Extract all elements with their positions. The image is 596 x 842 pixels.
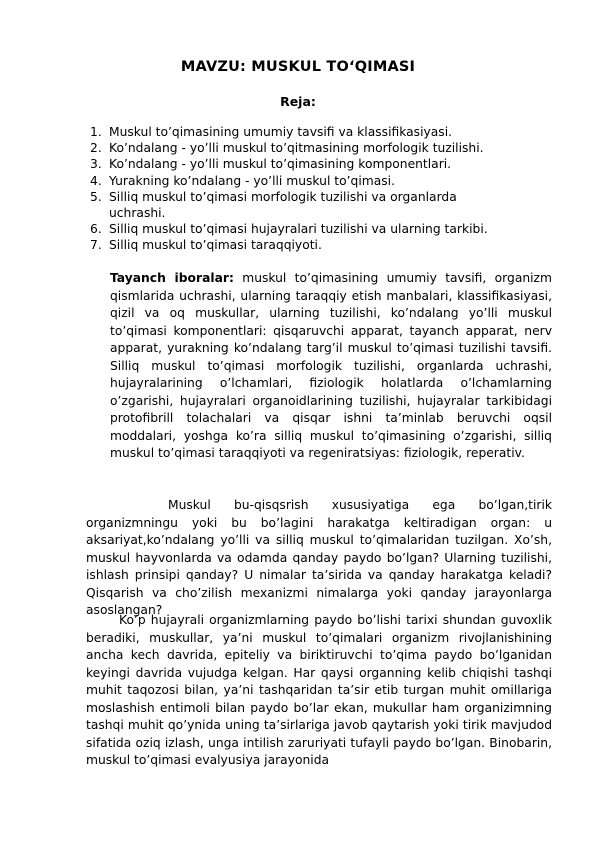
plan-item (90, 156, 500, 172)
plan-item (90, 173, 500, 189)
plan-item (90, 221, 500, 237)
plan-item-number: 1. (90, 125, 102, 139)
plan-heading: Reja: (280, 94, 316, 109)
keywords-text: muskul to’qimasining umumiy tavsifi, organizm qismlarida uchrashi, ularning taraqqiy etish manbalari, klassifikasiyasi, qizil va oq muskullar, ularning tuzilishi, ko’ndalang yo’lli muskul to’qimasi komponentlari: qisqaruvchi apparat, tayanch apparat, nerv apparat, yurakning ko’ndalang targ’il muskul to’qimasi tuzilishi tavsifi. Silliq muskul to’qimasi morfologik tuzilishi, organlarda uchrashi, hujayralarining o’lchamlari, fiziologik holatlarda o’lchamlarning o’zgarishi, hujayralari organoidlarining tuzilishi, hujayralar tarkibidagi protofibrill tolachalari va qisqar ishni ta’minlab beruvchi oqsil moddalari, yoshga ko’ra silliq muskul to’qimasining o’zgarishi, silliq muskul to’qimasi taraqqiyoti va regeniratsiyas: fiziologik, reperativ. (110, 271, 552, 460)
plan-item-number: 7. (90, 238, 102, 253)
plan-item-text: Yurakning ko’ndalang - yo’lli muskul to’qimasi. (109, 173, 396, 188)
plan-item-number: 2. (90, 141, 102, 156)
plan-item-number: 6. (90, 222, 102, 237)
keywords-label: Tayanch iboralar: (110, 271, 234, 285)
document-title: MAVZU: MUSKUL TO‘QIMASI (180, 59, 416, 75)
plan-item (90, 140, 500, 156)
plan-item (90, 237, 500, 253)
keywords-paragraph (110, 270, 552, 463)
plan-item-text: Ko’ndalang - yo’lli muskul to’qitmasining morfologik tuzilishi. (109, 141, 484, 156)
plan-item-number: 4. (90, 173, 102, 188)
plan-item-text: Ko’ndalang - yo’lli muskul to’qimasining komponentlari. (109, 157, 452, 172)
plan-item-number: 5. (90, 189, 102, 204)
plan-item-number: 3. (90, 157, 102, 172)
plan-item (90, 189, 500, 221)
plan-item-text: Silliq muskul to’qimasi morfologik tuzilishi va organlarda uchrashi. (109, 189, 457, 221)
plan-item-text: Silliq muskul to’qimasi hujayralari tuzilishi va ularning tarkibi. (109, 222, 488, 237)
plan-item (90, 124, 500, 140)
plan-list (90, 124, 500, 254)
plan-item-text: Muskul to’qimasining umumiy tavsifi va klassifikasiyasi. (109, 125, 453, 139)
body-paragraph-1: Muskul bu-qisqsrish xususiyatiga ega bo’lgan,tirik organizmningu yoki bu bo’lagini harakatga keltiradigan organ: u aksariyat,ko’ndalang yo’lli va silliq muskul to’qimalaridan tuzilgan. Xo’sh, muskul hayvonlarda va odamda qanday paydo bo’lgan? Ularning tuzilishi, ishlash prinsipi qanday? U nimalar ta’sirida va qanday harakatga keladi? Qisqarish va cho’zilish mexanizmi nimalarga yoki qanday jarayonlarga asoslangan? (86, 498, 552, 617)
body-paragraph-2: Ko’p hujayrali organizmlarning paydo bo’lishi tarixi shundan guvoxlik beradiki, muskullar, ya’ni muskul to’qimalari organizm rivojlanishining ancha kech davrida, epiteliy va biriktiruvchi to’qima paydo bo’lganidan keyingi davrida vujudga kelgan. Har qaysi organning kelib chiqishi tashqi muhit taqozosi bilan, ya’ni tashqaridan ta’sir etib turgan muhit omillariga moslashish entimoli bilan paydo bo’lar ekan, mukullar ham organizimning tashqi muhit qo’ynida uning ta’sirlariga javob qaytarish yoki tirik mavjudod sifatida oziq izlash, unga intilish zaruriyati tufayli paydo bo’lgan. Binobarin, muskul to’qimasi evalyusiya jarayonida (86, 613, 552, 767)
plan-item-text: Silliq muskul to’qimasi taraqqiyoti. (109, 238, 322, 253)
